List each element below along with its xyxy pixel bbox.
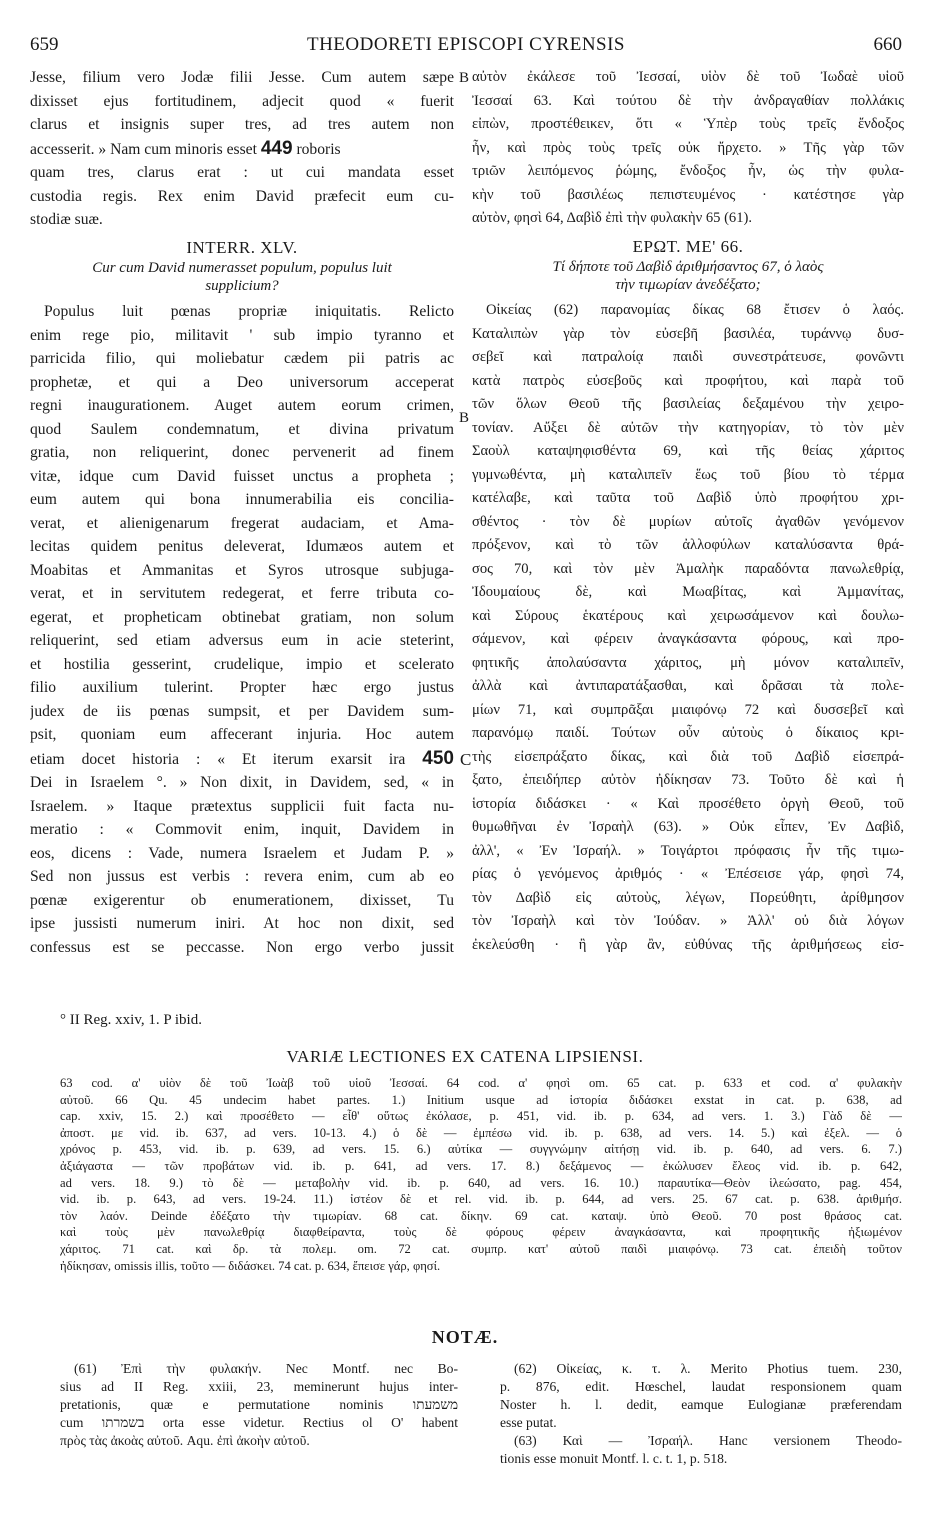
page-number-right: 660	[873, 34, 902, 55]
variant-reading-line: ad vers. 18. 9.) τὸ δὲ — μεταβολὴν vid. ib. p. 640, ad vers. 16. 10.) παραυτίκα—Θεὸν ἱλεώσατο, pag. 454,	[60, 1175, 902, 1190]
greek-intro-line: κὴν τοῦ βασιλέως πεπιστευμένος · κατέστησε γὰρ	[472, 186, 904, 203]
greek-intro-line: αὐτὸν, φησὶ 64, Δαβὶδ ἐπὶ τὴν φυλακὴν 65 (61).	[472, 210, 753, 226]
variant-reading-line: τὸν λαόν. Deinde ἐδέξατο τὴν τιμωρίαν. 68 cat. δίκην. 69 cat. καταψ. ὑπὸ Θεοῦ. 70 post θράσος cat.	[60, 1208, 902, 1223]
interrogatio-question: Cur cum David numerasset populum, populus luit	[92, 260, 392, 276]
variant-reading-line: cap. xxiv, 15. 2.) καὶ προσέθετο — εἶθ' οὕτως ἐκόλασε, p. 451, vid. ib. p. 634, ad vers. 1. 3.) Γὰδ δὲ —	[60, 1109, 902, 1124]
latin-body-line: filio auxilium tulerint. Propter hæc ergo justus	[30, 679, 454, 696]
note-line: Noster h. l. dedit, eamque Eulogianæ præferendam	[500, 1397, 902, 1412]
greek-intro-line: εἰπὼν, προστέθεικεν, ὅτι « Ὑπὲρ τοὺς τρεῖς ἔνδοξος	[472, 116, 904, 132]
latin-intro-line: quam tres, clarus erat : ut cui mandata esset	[30, 164, 454, 181]
notae-heading: NOTÆ.	[431, 1327, 499, 1347]
variant-reading-line: αὐτοῦ. 66 Qu. 45 undecim habet partes. 1.) Initium usque ad ἱστορία διδάσκει exstat in cat. p. 638, ad	[60, 1092, 902, 1107]
greek-body-line: τῶν ὅλων Θεοῦ τῆς βασιλείας δεξαμένου τὴν χειρο-	[472, 396, 904, 412]
latin-intro-line: stodiæ suæ.	[30, 211, 103, 228]
latin-body-line-with-number	[30, 747, 454, 772]
note-line: cum בשמרתו orta esse videtur. Rectius ol O' habent	[60, 1415, 458, 1430]
greek-body-line: ρίας ὁ γενόμενος ἀριθμός · « Ἐπέσεισε γάρ, φησὶ 74,	[472, 866, 904, 882]
latin-body-line: vitæ, idque cum David fuisset unctus a propheta ;	[30, 467, 454, 485]
latin-body-line: psit, quoniam eum affecerant injuria. Hoc autem	[30, 726, 454, 743]
note-line: sius ad II Reg. xxiii, 23, meminerunt hujus inter-	[60, 1379, 458, 1394]
latin-body-line: Sed non jussus est verbis : revera enim, cum ab eo	[30, 868, 454, 885]
latin-body-line: Dei in Israelem °. » Non dixit, in Davidem, sed, « in	[30, 774, 454, 791]
interrogatio-question: supplicium?	[205, 278, 279, 294]
note-line: (62) Οἰκείας, κ. τ. λ. Merito Photius tuem. 230,	[514, 1361, 902, 1376]
greek-column	[472, 66, 904, 957]
greek-body-line: Οἰκείας (62) παρανομίας δίκας 68 ἔτισεν ὁ λαός.	[486, 302, 904, 318]
margin-letter-c: C	[460, 750, 472, 769]
note-line: πρὸς τὰς ἀκοὰς αὐτοῦ. Aqu. ἐπὶ ἀκοὴν αὐτοῦ.	[60, 1433, 310, 1448]
greek-body-line: σάμενον, καὶ φέρειν ἀναγκάσαντα φόρους, καὶ προ-	[472, 631, 904, 647]
note-line: esse putat.	[500, 1415, 557, 1430]
greek-body-line: πρόξενον, καὶ τὸ τῶν ἀλλοφύλων καταλύσαντα θρά-	[472, 537, 904, 553]
greek-body-line: ἱστορία διδάσκει · « Καὶ προσέθετο ὀργὴ Θεοῦ, τοῦ	[472, 795, 904, 812]
greek-body-line: τονίαν. Αὔξει δὲ αὐτῶν τὴν κατηγορίαν, τὸ τὸν μὲν	[472, 419, 904, 436]
latin-body-line: regni inaugurationem. Auget autem eorum crimen,	[30, 397, 454, 414]
greek-body-line: κατὰ πατρὸς εὐσεβοῦς καὶ προφήτου, καὶ παρὰ τοῦ	[472, 372, 904, 389]
greek-intro-line: αὐτὸν ἐκάλεσε τοῦ Ἰεσσαί, υἱὸν δὲ τοῦ Ἰωδαὲ υἱοῦ	[472, 69, 904, 85]
latin-intro-text: accesserit. » Nam cum minoris esset	[30, 140, 257, 158]
latin-body-line: enim rege pio, militavit ' sub impio tyranno et	[30, 326, 454, 344]
running-title: THEODORETI EPISCOPI CYRENSIS	[306, 34, 626, 55]
greek-body-line: Σαοὺλ καταψηφισθέντα 69, καὶ τῆς θείας χάριτος	[472, 443, 904, 459]
greek-body-line: Ἰδουμαίους δὲ, καὶ Μωαβίτας, καὶ Ἀμμανίτας,	[472, 584, 904, 600]
latin-body-line: Israelem. » Itaque prætextus supplicii fuit facta nu-	[30, 797, 454, 815]
interrogatio-heading: INTERR. XLV.	[186, 237, 298, 257]
latin-body-line: gratia, non reliquerint, donec pervenerit ad finem	[30, 444, 454, 461]
latin-body-line: meratio : « Commovit enim, inquit, Davidem in	[30, 821, 454, 838]
latin-body-line: reliquerint, sed etiam adversus eum in acie steterint,	[30, 632, 454, 649]
greek-body-line: γυμνωθέντα, μὴ καταλιπεῖν ἕως τοῦ βίου τὸ τέρμα	[472, 466, 904, 483]
greek-body-line: σθέντος · τὸν δὲ μυρίων αὐτοῖς ἀγαθῶν γενόμενον	[472, 513, 904, 530]
latin-intro-line: custodia regis. Rex enim David præfecit eum cu-	[30, 187, 454, 205]
greek-body-line: ἐκελεύσθη · ἢ γὰρ ἂν, εὐθύνας τῆς ἀριθμήσεως εἰσ-	[472, 936, 904, 953]
latin-body-line: confessus est se peccasse. Non ergo verbo jussit	[30, 938, 454, 956]
latin-intro-text: roboris	[296, 140, 341, 158]
note-line: pretationis, quæ e permutatione nominis משמעתו	[60, 1397, 458, 1412]
greek-intro-line: τριῶν λειπόμενος ῥώμης, ἔνδοξος ἦν, ὡς τὴν φυλα-	[472, 163, 904, 179]
latin-body-line: Populus luit pœnas propriæ iniquitatis. Relicto	[44, 303, 454, 320]
greek-body-line: ἀλλὰ καὶ ἀντιπαρατάξασθαι, καὶ δρᾶσαι τὰ πολε-	[472, 678, 904, 694]
latin-body-line: ipse jussisti numerum iniri. At hoc non dixit, sed	[30, 915, 454, 932]
variant-reading-line: ἀξιάγαστα — τῶν προβάτων vid. ib. p. 641, ad vers. 17. 8.) δεξάμενος — ἐκώλυσεν ἔλεος vid. ib. p. 642,	[60, 1158, 902, 1173]
latin-body-line: et hostilia gesserint, crudelique, impio et scelerato	[30, 655, 454, 673]
greek-body-line: σος 70, καὶ τὸν μὲν Ἀμαλὴκ παραδόντα πανωλεθρίᾳ,	[472, 560, 904, 577]
latin-body-line: pœnæ exigerentur ob enumerationem, dixisset, Tu	[30, 891, 454, 909]
greek-body-line: τὸν Ἰσραὴλ καὶ τὸν Ἰούδαν. » Ἀλλ' οὐ διὰ λόγων	[472, 913, 904, 929]
latin-body-line: verat, et alienigenarum fregerat audaciam, et Ama-	[30, 514, 454, 532]
latin-body-line: quod Saulem condemnatum, et divina privatum	[30, 420, 454, 438]
note-line: (63) Καὶ — Ἰσραήλ. Hanc versionem Theodo-	[514, 1433, 902, 1448]
note-line: tionis esse monuit Montf. l. c. t. 1, p. 518.	[500, 1451, 728, 1466]
latin-body-line: egerat, et propheticam obtinebat gratiam, non solum	[30, 608, 454, 626]
notae-right-column	[500, 1360, 902, 1468]
greek-body-line: μίων 71, καὶ συμπρᾶξαι μιαιφόνῳ 72 καὶ δυσσεβεῖ καὶ	[472, 701, 904, 718]
latin-column	[30, 66, 454, 959]
running-header	[30, 34, 902, 60]
latin-body-line: lecitas quidem penitus deleverat, Idumæos autem et	[30, 538, 454, 555]
latin-body-line: Moabitas et Ammanitas et Syros utrosque subjuga-	[30, 561, 454, 579]
variant-reading-line: 63 cod. α' υἱὸν δὲ τοῦ Ἰωὰβ τοῦ υἱοῦ Ἰεσσαί. 64 cod. α' φησὶ om. 65 cat. p. 633 et cod. α' φυλακὴν	[60, 1076, 902, 1090]
greek-body-line: φητικῆς ἀπολαύσαντα χάριτος, μὴ μόνον καταλιπεῖν,	[472, 654, 904, 671]
note-line: p. 876, edit. Hœschel, laudat responsionem quam	[500, 1379, 902, 1394]
greek-body-line: τὸν Δαβὶδ εἰς αὐτοὺς, λέγων, Πορεύθητι, ἀρίθμησον	[472, 889, 904, 906]
greek-body-line: κατέλαβε, καὶ ταῦτα τοῦ Δαβὶδ ὑπὸ προφήτου χρι-	[472, 490, 904, 506]
greek-body-line: παρανόμῳ παιδί. Τούτων οὖν αὐτοὺς ὁ δίκαιος κρι-	[472, 725, 904, 741]
notae-left-column	[60, 1360, 458, 1450]
latin-body-line: verat, et in servitutem redegerat, et ferre tributa co-	[30, 585, 454, 602]
greek-body-line: σεβεῖ καὶ πατραλοίᾳ παιδὶ συνεστράτευσε, φονῶντι	[472, 349, 904, 365]
greek-body-line: Καταλιπὼν γὰρ τὸν εὐσεβῆ βασιλέα, τυράννῳ δυσ-	[472, 325, 904, 342]
latin-body-line: parricida filio, qui moliebatur cædem pii patris ac	[30, 350, 454, 367]
greek-intro-line: Ἰεσσαί 63. Καὶ τούτου δὲ τὴν ἀνδραγαθίαν πολλάκις	[472, 92, 904, 109]
greek-body-line: καὶ Σύρους ἑκατέρους καὶ χειρωσάμενον καὶ δουλω-	[472, 607, 904, 624]
greek-body-line: τὴς εἰσεπράξατο δίκας, καὶ διὰ τοῦ Δαβὶδ εἰσεπρά-	[472, 748, 904, 765]
variant-reading-line: καὶ τοὺς μὲν πανωλεθρίᾳ διαφθείραντα, τοὺς δὲ φόρους φέρειν ἀναγκάσαντα, καὶ προφητικῆς ἠξιωμένον	[60, 1225, 902, 1240]
margin-letter-b: B	[459, 70, 470, 86]
variae-lectiones-block	[60, 1075, 902, 1274]
latin-intro-line: dixisset ejus fortitudinem, adjecit quod « fuerit	[30, 92, 454, 110]
note-line: (61) Ἐπὶ τὴν φυλακήν. Nec Montf. nec Bo-	[74, 1361, 458, 1376]
column-number-450: 450	[422, 747, 454, 769]
latin-body-text: etiam docet historia : « Et iterum exarsit ira	[30, 750, 406, 768]
variant-reading-line: ἠδίκησαν, omissis illis, τοῦτο — διδάσκει. 74 cat. p. 634, ἔπεισε γάρ, φησί.	[60, 1258, 441, 1273]
erotesis-question: Τί δήποτε τοῦ Δαβὶδ ἀριθμήσαντος 67, ὁ λαὸς	[552, 259, 824, 275]
greek-body-line: θυμωθῆναι ἐν Ἰσραὴλ (63). » Οὐκ εἶπεν, Ἐν Δαβὶδ,	[472, 819, 904, 835]
column-number-449: 449	[260, 137, 293, 159]
latin-body-line: judex de iis pœnas sumpsit, et per Davidem sum-	[30, 702, 454, 720]
margin-letter-b: B	[459, 410, 470, 426]
erotesis-question: τὴν τιμωρίαν ἀνεδέξατο;	[615, 277, 761, 293]
variant-reading-line: χάριτος. 71 cat. καὶ δρ. τὰ πολεμ. om. 72 cat. συμπρ. κατ' αὐτοῦ παιδὶ μιαιφόνῳ. 73 cat. ἐπειδὴ τοῦτον	[60, 1241, 902, 1256]
variant-reading-line: vid. ib. p. 643, ad vers. 19-24. 11.) ἰστέον δὲ et rel. vid. ib. p. 644, ad vers. 25. 67 cat. p. 638. ἀριθμήσ.	[60, 1192, 902, 1207]
greek-intro-line: ἦν, καὶ πρὸς τοὺς τρεῖς οὐκ ἤρχετο. » Τῆς γὰρ τῶν	[472, 139, 904, 156]
greek-body-line: ἀλλ', « Ἐν Ἰσραήλ. » Τοιγάρτοι πρόφασις ἦν τῆς τιμω-	[472, 842, 904, 859]
latin-body-line: eum autem qui bona innumerabilia eis concilia-	[30, 491, 454, 508]
latin-body-line: prophetæ, et qui a Deo universorum acceperat	[30, 373, 454, 391]
latin-intro-line: Jesse, filium vero Jodæ filii Jesse. Cum autem sæpe	[30, 69, 454, 86]
variant-reading-line: ἀποστ. με vid. ib. 637, ad vers. 10-13. 4.) ὁ δὲ — ἐμπέσω vid. ib. p. 638, ad vers. 14. 5.) καὶ ἐξελ. — ὁ	[60, 1125, 902, 1140]
latin-body-line: eos, dicens : Vade, numera Israelem et Judam P. »	[30, 844, 454, 862]
variant-reading-line: χρόνος p. 453, vid. ib. p. 639, ad vers. 15. 6.) αὐτίκα — συγγνώμην αἰτήσῃ vid. ib. p. 640, ad vers. 6. 7.)	[60, 1142, 902, 1157]
scripture-footnote: ° II Reg. xxiv, 1. P ibid.	[60, 1012, 202, 1028]
variae-lectiones-heading: VARIÆ LECTIONES EX CATENA LIPSIENSI.	[286, 1047, 644, 1066]
latin-intro-line: clarus et insignis super tres, ad tres autem non	[30, 116, 454, 133]
greek-body-line: ξατο, ἐπειδήπερ αὐτὸν ἠδίκησαν 73. Τοῦτο δὲ καὶ ἡ	[472, 772, 904, 788]
erotesis-heading: ΕΡΩΤ. ΜΕ' 66.	[632, 236, 744, 256]
page-number-left: 659	[30, 34, 59, 55]
latin-intro-line-with-number	[30, 137, 454, 162]
